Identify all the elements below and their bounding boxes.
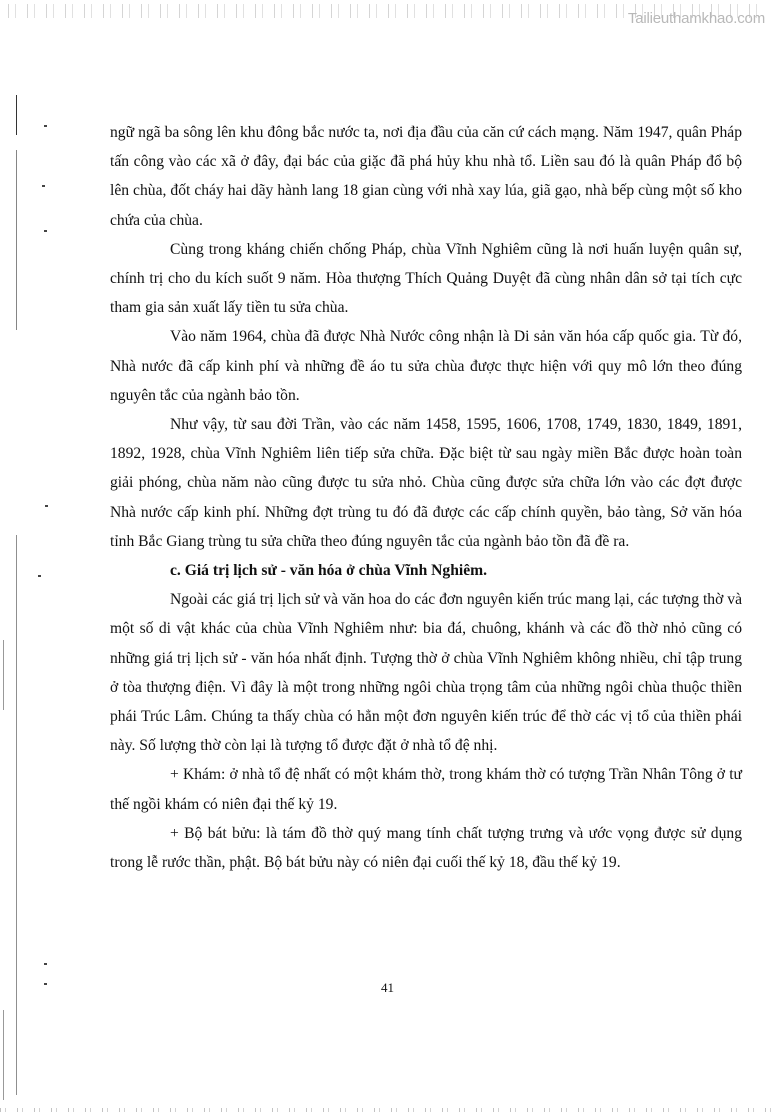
- paragraph: ngữ ngã ba sông lên khu đông bắc nước ta, nơi địa đầu của căn cứ cách mạng. Năm 1947, quân Pháp tấn công vào các xã ở đây, đại bác của giặc đã phá hủy khu nhà tổ. Liền sau đó là quân Pháp đổ bộ lên chùa, đốt cháy hai dãy hành lang 18 gian cùng với nhà xay lúa, giã gạo, nhà bếp cùng một số kho chứa của chùa.: [110, 124, 742, 229]
- section-heading: c. Giá trị lịch sử - văn hóa ở chùa Vĩnh Nghiêm.: [170, 562, 488, 580]
- watermark: Tailieuthamkhao.com: [627, 10, 765, 27]
- list-item-kham: + Khám: ở nhà tổ đệ nhất có một khám thờ, trong khám thờ có tượng Trần Nhân Tông ở tư thế ngồi khám có niên đại thế kỷ 19.: [110, 766, 742, 813]
- list-item-bat-buu: + Bộ bát bửu: là tám đồ thờ quý mang tính chất tượng trưng và ước vọng được sử dụng trong lễ rước thần, phật. Bộ bát bửu này có niên đại cuối thế kỷ 18, đầu thế kỷ 19.: [110, 824, 742, 872]
- paragraph: Cùng trong kháng chiến chống Pháp, chùa Vĩnh Nghiêm cũng là nơi huấn luyện quân sự, chính trị cho du kích suốt 9 năm. Hòa thượng Thích Quảng Duyệt đã cùng nhân dân sở tại tích cực tham gia sản xuất lấy tiền tu sửa chùa.: [110, 240, 742, 317]
- scan-speck: [45, 505, 48, 507]
- scan-noise-bottom: [0, 1108, 775, 1112]
- scan-margin-line: [16, 535, 17, 1095]
- scan-speck: [38, 575, 41, 577]
- scan-speck: [44, 125, 47, 127]
- paragraph: Ngoài các giá trị lịch sử và văn hoa do các đơn nguyên kiến trúc mang lại, các tượng thờ và một số di vật khác của chùa Vĩnh Nghiêm như: bia đá, chuông, khánh và các đồ thờ nhỏ cũng có những giá trị lịch sử - văn hóa nhất định. Tượng thờ ở chùa Vĩnh Nghiêm không nhiều, chỉ tập trung ở tòa thượng điện. Vì đây là một trong những ngôi chùa trọng tâm của những ngôi chùa thuộc thiền phái Trúc Lâm. Chúng ta thấy chùa có hẳn một đơn nguyên kiến trúc để thờ các vị tổ của thiền phái này. Số lượng thờ còn lại là tượng tổ được đặt ở nhà tổ đệ nhị.: [110, 591, 742, 755]
- scan-speck: [44, 963, 47, 965]
- paragraph: Như vậy, từ sau đời Trần, vào các năm 1458, 1595, 1606, 1708, 1749, 1830, 1849, 1891, 1892, 1928, chùa Vĩnh Nghiêm liên tiếp sửa chữa. Đặc biệt từ sau ngày miền Bắc được hoàn toàn giải phóng, chùa năm nào cũng được tu sửa nhỏ. Chùa cũng được sửa chữa lớn vào các đợt được Nhà nước cấp kinh phí. Những đợt trùng tu đó đã được các cấp chính quyền, bảo tàng, Sở văn hóa tỉnh Bắc Giang trùng tu sửa chữa theo đúng nguyên tắc của ngành bảo tồn đã đề ra.: [110, 416, 742, 550]
- scan-speck: [42, 185, 45, 187]
- page-number: 41: [381, 980, 394, 995]
- scan-margin-line: [16, 95, 17, 135]
- paragraph: Vào năm 1964, chùa đã được Nhà Nước công nhận là Di sản văn hóa cấp quốc gia. Từ đó, Nhà nước đã cấp kinh phí và những đề áo tu sửa chùa được thực hiện với quy mô lớn theo đúng nguyên tắc của ngành bảo tồn.: [110, 328, 742, 404]
- scan-margin-line: [16, 150, 17, 330]
- scan-margin-line: [3, 1010, 4, 1100]
- scan-margin-line: [3, 640, 4, 710]
- scan-speck: [44, 230, 47, 232]
- document-body: [110, 118, 742, 877]
